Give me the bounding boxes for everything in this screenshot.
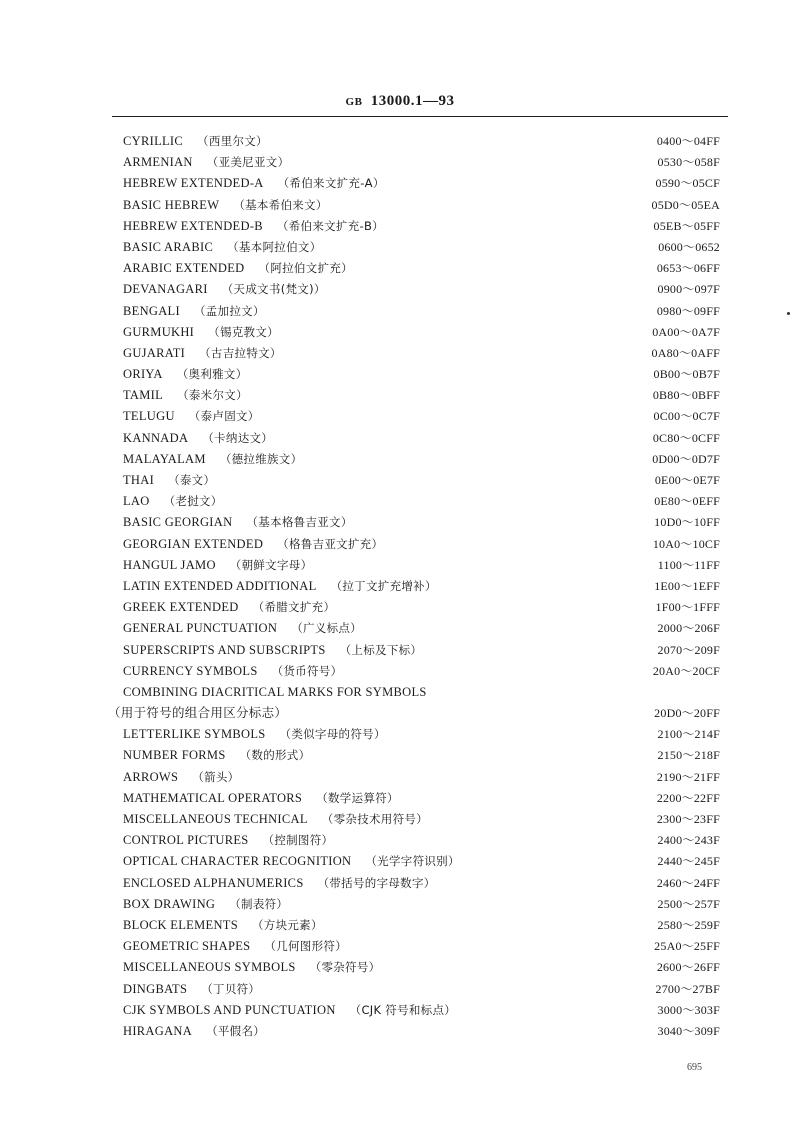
- header-rule: [112, 116, 728, 117]
- block-chinese-name: （类似字母的符号）: [279, 727, 386, 742]
- code-range: 0B00～0B7F: [653, 367, 720, 382]
- block-name: TELUGU: [123, 409, 175, 424]
- code-range: 0A00～0A7F: [652, 324, 720, 339]
- list-item: [0, 724, 800, 745]
- scan-speck: [787, 312, 790, 315]
- block-label: [123, 936, 347, 957]
- block-chinese-name: （希腊文扩充）: [252, 600, 336, 615]
- block-chinese-name: （上标及下标）: [339, 642, 423, 657]
- block-name: GURMUKHI: [123, 324, 195, 339]
- list-item: [0, 1021, 800, 1042]
- block-list: [0, 131, 800, 1042]
- code-range: 0B80～0BFF: [652, 388, 720, 403]
- block-label: [123, 470, 215, 491]
- list-item: [0, 661, 800, 682]
- block-label: [123, 491, 223, 512]
- code-range: 2150～218F: [657, 748, 720, 763]
- block-name: DEVANAGARI: [123, 282, 208, 297]
- block-chinese-name: （奥利雅文）: [176, 367, 248, 382]
- block-name: BASIC ARABIC: [123, 239, 214, 254]
- list-item: [0, 851, 800, 872]
- block-label: [123, 428, 273, 449]
- block-chinese-name: （天成文书(梵文)）: [221, 282, 326, 297]
- block-chinese-name: （西里尔文）: [197, 134, 268, 148]
- block-name: LAO: [123, 494, 150, 509]
- code-range: 2100～214F: [657, 727, 720, 742]
- list-item: [0, 385, 800, 406]
- block-name: （用于符号的组合用区分标志）: [108, 706, 288, 721]
- block-name: GREEK EXTENDED: [123, 600, 239, 615]
- block-label: [123, 745, 310, 766]
- block-name: BOX DRAWING: [123, 896, 216, 911]
- list-item: [0, 152, 800, 173]
- code-range: 2200～22FF: [656, 790, 720, 805]
- block-label: [123, 385, 248, 406]
- block-chinese-name: （CJK 符号和标点）: [349, 1002, 457, 1017]
- code-range: 1F00～1FFF: [655, 600, 720, 615]
- block-name: OPTICAL CHARACTER RECOGNITION: [123, 854, 352, 869]
- block-label: [123, 279, 326, 300]
- block-chinese-name: （零杂符号）: [309, 960, 381, 975]
- block-name: COMBINING DIACRITICAL MARKS FOR SYMBOLS: [123, 684, 427, 699]
- block-chinese-name: （卡纳达文）: [202, 430, 274, 445]
- block-chinese-name: （基本希伯来文）: [233, 197, 328, 212]
- block-name: CYRILLIC: [123, 134, 184, 148]
- code-range: 10D0～10FF: [654, 515, 720, 530]
- list-item: [0, 809, 800, 830]
- list-item: [0, 173, 800, 194]
- block-name: ARROWS: [123, 769, 179, 784]
- block-name: GEOMETRIC SHAPES: [123, 939, 251, 954]
- code-range: 2580～259F: [657, 917, 720, 932]
- block-label: [123, 1021, 265, 1042]
- list-item: [0, 237, 800, 258]
- code-range: 0400～04FF: [656, 134, 720, 148]
- block-name: HEBREW EXTENDED-B: [123, 218, 263, 233]
- block-label: [123, 258, 353, 279]
- block-label: [123, 830, 333, 851]
- block-label: [123, 343, 282, 364]
- block-label: [123, 724, 386, 745]
- block-label: [123, 322, 279, 343]
- code-range: 0A80～0AFF: [651, 345, 720, 360]
- code-range: 2500～257F: [657, 896, 720, 911]
- list-item: [0, 915, 800, 936]
- block-name: HEBREW EXTENDED-A: [123, 176, 264, 191]
- block-label: [123, 597, 335, 618]
- block-chinese-name: （数的形式）: [239, 748, 311, 763]
- code-range: 0590～05CF: [655, 176, 720, 191]
- block-name: ENCLOSED ALPHANUMERICS: [123, 875, 304, 890]
- list-item: [0, 873, 800, 894]
- list-item: [0, 449, 800, 470]
- block-chinese-name: （几何图形符）: [264, 939, 347, 954]
- block-label: [123, 809, 428, 830]
- list-item: [0, 470, 800, 491]
- list-item: [0, 618, 800, 639]
- block-name: SUPERSCRIPTS AND SUBSCRIPTS: [123, 642, 326, 657]
- block-name: BENGALI: [123, 303, 180, 318]
- code-range: 2400～243F: [657, 833, 720, 848]
- block-name: LATIN EXTENDED ADDITIONAL: [123, 578, 317, 593]
- list-item: [0, 767, 800, 788]
- block-chinese-name: （基本格鲁吉亚文）: [246, 515, 353, 530]
- block-label: [123, 237, 322, 258]
- list-item: [0, 131, 800, 152]
- list-item: [0, 534, 800, 555]
- block-name: GENERAL PUNCTUATION: [123, 621, 278, 636]
- block-name: GEORGIAN EXTENDED: [123, 536, 264, 551]
- code-range: 0980～09FF: [656, 303, 720, 318]
- list-item: [0, 682, 800, 703]
- block-label: [123, 195, 328, 216]
- block-label: [123, 301, 265, 322]
- block-name: DINGBATS: [123, 981, 188, 996]
- list-item: [0, 258, 800, 279]
- block-name: BASIC HEBREW: [123, 197, 220, 212]
- block-chinese-name: （德拉维族文）: [219, 451, 303, 466]
- block-chinese-name: （光学字符识别）: [365, 854, 460, 869]
- block-label: [123, 640, 422, 661]
- code-range: 0653～06FF: [656, 261, 720, 276]
- block-label: [123, 555, 312, 576]
- block-name: THAI: [123, 473, 155, 487]
- block-chinese-name: （控制图符）: [262, 833, 334, 848]
- code-range: 0C80～0CFF: [652, 430, 720, 445]
- block-chinese-name: （零杂技术用符号）: [321, 812, 428, 826]
- block-chinese-name: （格鲁吉亚文扩充）: [277, 536, 384, 551]
- code-range: 10A0～10CF: [652, 536, 720, 551]
- code-range: 25A0～25FF: [654, 939, 720, 954]
- list-item: [0, 745, 800, 766]
- block-label: [123, 894, 288, 915]
- block-name: HANGUL JAMO: [123, 557, 216, 572]
- block-name: BLOCK ELEMENTS: [123, 917, 238, 932]
- standard-code: 13000.1—93: [370, 93, 455, 109]
- block-label: [123, 957, 380, 978]
- code-range: 0600～0652: [658, 239, 720, 254]
- code-range: 0900～097F: [657, 282, 720, 297]
- list-item: [0, 979, 800, 1000]
- block-chinese-name: （数学运算符）: [316, 790, 399, 805]
- block-name: KANNADA: [123, 430, 189, 445]
- block-chinese-name: （基本阿拉伯文）: [227, 239, 322, 254]
- block-name: MISCELLANEOUS SYMBOLS: [123, 960, 296, 975]
- code-range: 2600～26FF: [656, 960, 720, 975]
- block-label: [123, 851, 460, 872]
- code-range: 1E00～1EFF: [654, 578, 720, 593]
- block-label: [123, 873, 436, 894]
- block-name: MALAYALAM: [123, 451, 206, 466]
- list-item: [0, 301, 800, 322]
- list-item: [0, 343, 800, 364]
- list-item: [0, 1000, 800, 1021]
- block-label: [123, 364, 248, 385]
- block-chinese-name: （广义标点）: [291, 621, 362, 636]
- list-item: [0, 830, 800, 851]
- page-number: 695: [687, 1062, 702, 1073]
- list-item: [0, 555, 800, 576]
- block-chinese-name: （丁贝符）: [201, 981, 261, 996]
- block-chinese-name: （泰卢固文）: [188, 409, 260, 424]
- code-range: 2460～24FF: [656, 875, 720, 890]
- block-chinese-name: （希伯来文扩充-B）: [276, 218, 384, 233]
- block-label: [123, 216, 384, 237]
- block-chinese-name: （拉丁文扩充增补）: [330, 578, 437, 593]
- block-name: BASIC GEORGIAN: [123, 515, 233, 530]
- code-range: 1100～11FF: [657, 557, 720, 572]
- block-name: LETTERLIKE SYMBOLS: [123, 727, 266, 742]
- block-name: CONTROL PICTURES: [123, 833, 249, 848]
- block-name: ORIYA: [123, 367, 163, 382]
- list-item: [0, 195, 800, 216]
- code-range: 0E00～0E7F: [654, 473, 720, 487]
- list-item: [0, 597, 800, 618]
- block-label: [123, 131, 268, 152]
- block-chinese-name: （亚美尼亚文）: [206, 155, 290, 170]
- code-range: 2190～21FF: [656, 769, 720, 784]
- block-chinese-name: （阿拉伯文扩充）: [258, 261, 353, 276]
- list-item: [0, 406, 800, 427]
- block-chinese-name: （方块元素）: [251, 917, 323, 932]
- block-label: [123, 767, 239, 788]
- list-item: [0, 640, 800, 661]
- block-label: [123, 682, 441, 703]
- block-label: [123, 661, 342, 682]
- block-chinese-name: （平假名）: [206, 1023, 266, 1038]
- block-chinese-name: （带括号的字母数字）: [317, 875, 436, 890]
- block-name: TAMIL: [123, 388, 164, 403]
- block-name: NUMBER FORMS: [123, 748, 226, 763]
- list-item: [0, 957, 800, 978]
- code-range: 0530～058F: [657, 155, 720, 170]
- list-item: [0, 936, 800, 957]
- code-range: 2440～245F: [657, 854, 720, 869]
- code-range: 05D0～05EA: [651, 197, 720, 212]
- block-chinese-name: （朝鲜文字母）: [229, 557, 313, 572]
- block-chinese-name: （制表符）: [229, 896, 289, 911]
- block-label: [123, 915, 323, 936]
- block-chinese-name: （老挝文）: [163, 494, 223, 509]
- block-label: [123, 576, 437, 597]
- list-item: [0, 788, 800, 809]
- block-name: CURRENCY SYMBOLS: [123, 663, 258, 678]
- block-label: [123, 449, 302, 470]
- standard-prefix: GB: [345, 96, 363, 108]
- block-chinese-name: （古吉拉特文）: [199, 345, 282, 360]
- code-range: 3040～309F: [657, 1023, 720, 1038]
- code-range: 3000～303F: [657, 1002, 720, 1017]
- block-label: [123, 979, 260, 1000]
- block-label: [123, 406, 260, 427]
- list-item: [0, 703, 800, 724]
- list-item: [0, 491, 800, 512]
- block-name: CJK SYMBOLS AND PUNCTUATION: [123, 1002, 336, 1017]
- block-chinese-name: （希伯来文扩充-A）: [277, 176, 385, 191]
- block-name: MATHEMATICAL OPERATORS: [123, 790, 303, 805]
- code-range: 2070～209F: [657, 642, 720, 657]
- code-range: 2300～23FF: [656, 812, 720, 826]
- list-item: [0, 216, 800, 237]
- block-name: MISCELLANEOUS TECHNICAL: [123, 812, 308, 826]
- block-label: [123, 152, 289, 173]
- page-header: [0, 93, 800, 110]
- list-item: [0, 512, 800, 533]
- block-chinese-name: （泰米尔文）: [177, 388, 248, 403]
- block-name: ARMENIAN: [123, 155, 193, 170]
- block-label: [123, 512, 353, 533]
- list-item: [0, 364, 800, 385]
- code-range: 2700～27BF: [655, 981, 720, 996]
- block-name: HIRAGANA: [123, 1023, 193, 1038]
- block-name: GUJARATI: [123, 345, 186, 360]
- block-label: [108, 703, 301, 724]
- block-label: [123, 788, 399, 809]
- code-range: 0E80～0EFF: [654, 494, 720, 509]
- block-chinese-name: （货币符号）: [271, 663, 343, 678]
- block-chinese-name: （泰文）: [168, 473, 216, 487]
- code-range: 0D00～0D7F: [652, 451, 720, 466]
- list-item: [0, 322, 800, 343]
- list-item: [0, 428, 800, 449]
- code-range: 05EB～05FF: [653, 218, 720, 233]
- code-range: 2000～206F: [657, 621, 720, 636]
- block-label: [123, 618, 362, 639]
- code-range: 20A0～20CF: [652, 663, 720, 678]
- block-label: [123, 1000, 456, 1021]
- code-range: 0C00～0C7F: [653, 409, 720, 424]
- list-item: [0, 894, 800, 915]
- block-label: [123, 534, 383, 555]
- block-chinese-name: （锡克教文）: [208, 324, 279, 339]
- block-label: [123, 173, 385, 194]
- list-item: [0, 576, 800, 597]
- code-range: 20D0～20FF: [654, 706, 720, 721]
- block-chinese-name: （孟加拉文）: [193, 303, 265, 318]
- list-item: [0, 279, 800, 300]
- block-chinese-name: （箭头）: [192, 769, 240, 784]
- block-name: ARABIC EXTENDED: [123, 261, 245, 276]
